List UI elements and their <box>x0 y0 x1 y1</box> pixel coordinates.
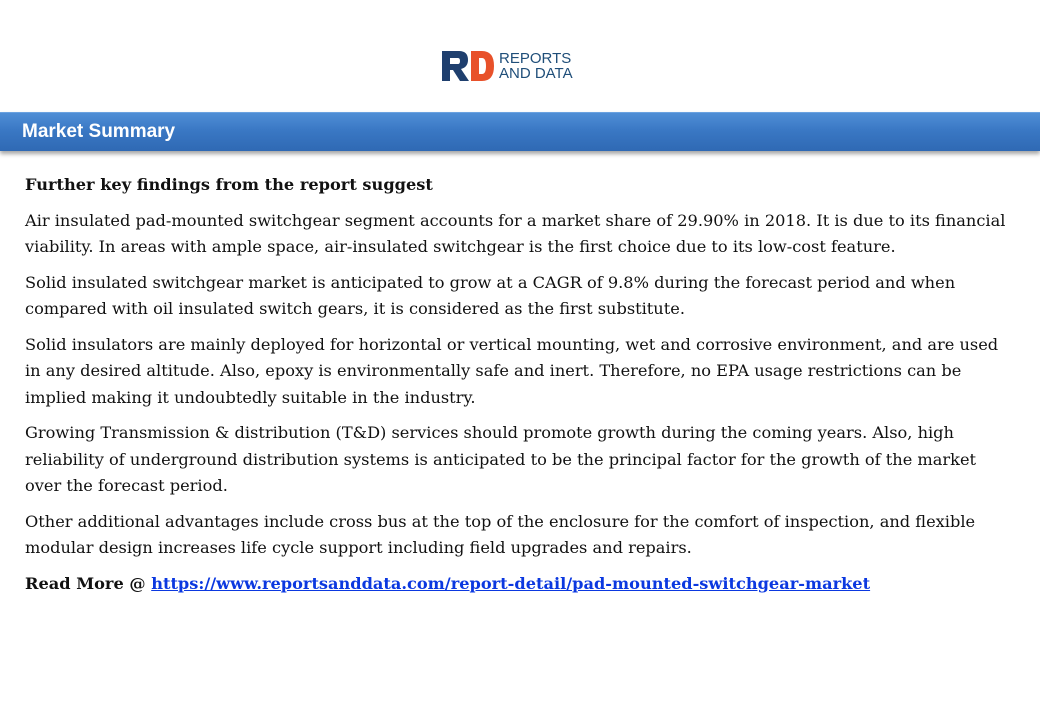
logo-line-reports: REPORTS <box>499 50 572 67</box>
reports-and-data-logo <box>440 46 573 86</box>
rd-logo-icon <box>440 49 496 83</box>
read-more-line <box>25 571 1015 598</box>
summary-content <box>25 172 1015 597</box>
findings-heading: Further key findings from the report suggest <box>25 175 433 194</box>
paragraph-solid-insulated: Solid insulated switchgear market is anticipated to grow at a CAGR of 9.8% during the forecast period and when compared with oil insulated switch gears, it is considered as the first substitute. <box>25 272 956 318</box>
paragraph-air-insulated: Air insulated pad-mounted switchgear segment accounts for a market share of 29.90% in 2018. It is due to its financial viability. In areas with ample space, air-insulated switchgear is the first choice due to its low-cost feature. <box>25 210 1006 256</box>
logo-text <box>499 51 573 81</box>
paragraph-transmission-distribution: Growing Transmission & distribution (T&D) services should promote growth during the coming years. Also, high reliability of underground distribution systems is anticipated to be the principal factor for the growth of the market over the forecast period. <box>25 423 977 495</box>
section-title: Market Summary <box>22 121 176 142</box>
logo-line-and-data: AND DATA <box>499 65 573 82</box>
section-banner <box>0 112 1040 151</box>
paragraph-solid-insulators: Solid insulators are mainly deployed for horizontal or vertical mounting, wet and corrosive environment, and are used in any desired altitude. Also, epoxy is environmentally safe and inert. Therefore, no EPA usage restrictions can be implied making it undoubtedly suitable in the industry. <box>25 334 999 407</box>
read-more-link[interactable]: https://www.reportsanddata.com/report-detail/pad-mounted-switchgear-market <box>151 573 871 593</box>
read-more-label: Read More @ <box>25 573 152 593</box>
paragraph-additional-advantages: Other additional advantages include cross bus at the top of the enclosure for the comfort of inspection, and flexible modular design increases life cycle support including field upgrades and repairs. <box>25 511 976 557</box>
